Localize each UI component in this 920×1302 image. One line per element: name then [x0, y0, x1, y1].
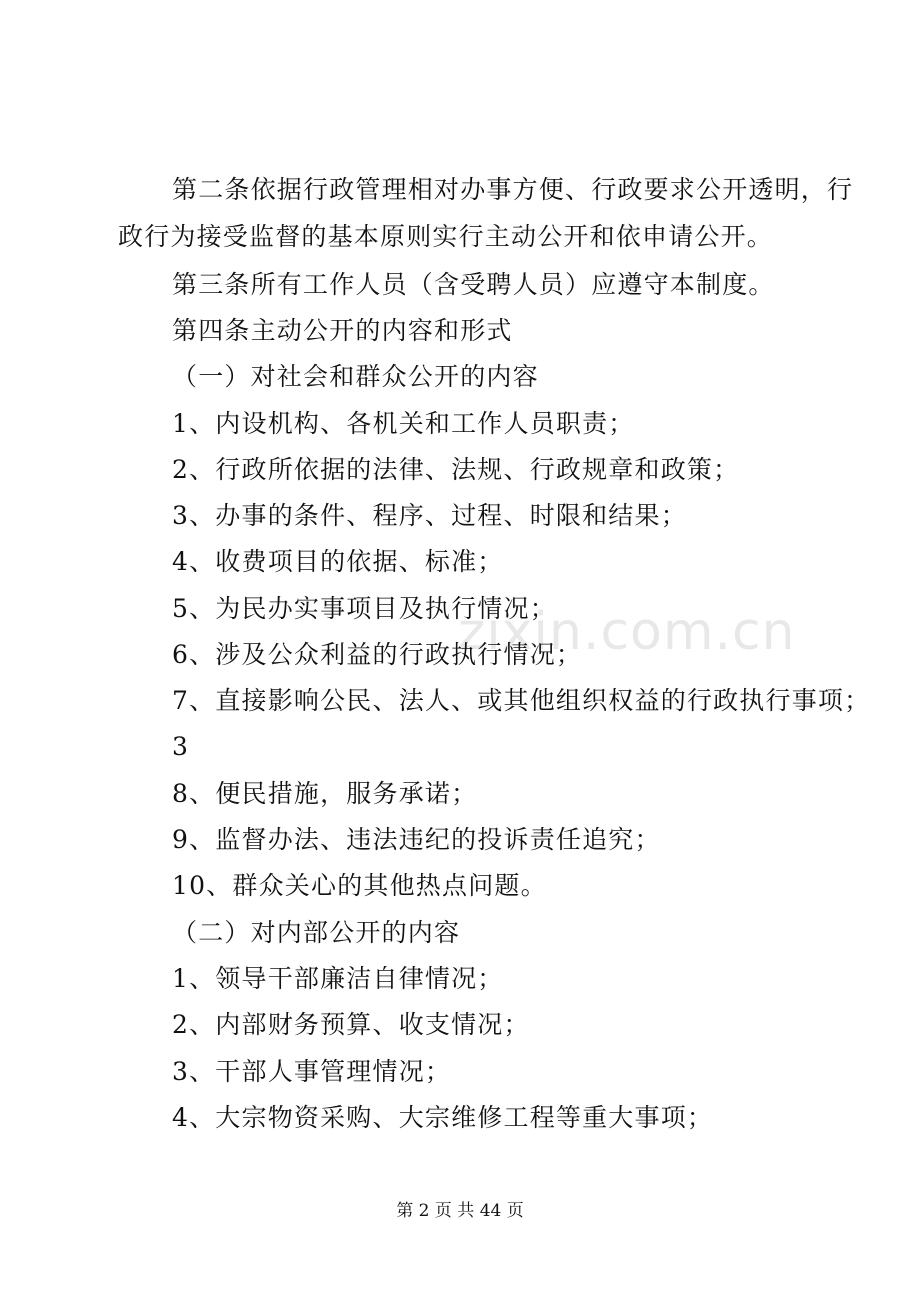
- list-item: 8、便民措施，服务承诺；: [172, 779, 478, 808]
- paragraph-line: 第四条主动公开的内容和形式: [172, 316, 513, 345]
- list-item: 3、办事的条件、程序、过程、时限和结果；: [172, 501, 687, 530]
- paragraph-line: 第三条所有工作人员（含受聘人员）应遵守本制度。: [172, 270, 775, 299]
- list-item: 2、行政所依据的法律、法规、行政规章和政策；: [172, 455, 740, 484]
- list-item: 6、涉及公众利益的行政执行情况；: [172, 640, 583, 669]
- list-item: 9、监督办法、违法违纪的投诉责任追究；: [172, 825, 661, 854]
- list-item: 10、群众关心的其他热点问题。: [172, 871, 547, 900]
- page-footer: [0, 1199, 920, 1223]
- list-item: 4、收费项目的依据、标准；: [172, 547, 504, 576]
- list-item: 4、大宗物资采购、大宗维修工程等重大事项；: [172, 1103, 714, 1132]
- section-heading: （二）对内部公开的内容: [172, 918, 461, 947]
- list-item: 1、内设机构、各机关和工作人员职责；: [172, 409, 635, 438]
- watermark: zixin.com.cn: [458, 602, 796, 662]
- list-item: 5、为民办实事项目及执行情况；: [172, 594, 556, 623]
- list-item: 2、内部财务预算、收支情况；: [172, 1010, 530, 1039]
- list-item: 1、领导干部廉洁自律情况；: [172, 964, 504, 993]
- stray-number: 3: [172, 732, 190, 761]
- list-item: 7、直接影响公民、法人、或其他组织权益的行政执行事项；: [172, 686, 871, 715]
- section-heading: （一）对社会和群众公开的内容: [172, 362, 539, 391]
- list-item: 3、干部人事管理情况；: [172, 1057, 452, 1086]
- paragraph-line: 第二条依据行政管理相对办事方便、行政要求公开透明，行: [172, 175, 854, 204]
- page-number: 第 2 页 共 44 页: [396, 1201, 524, 1221]
- paragraph-line: 政行为接受监督的基本原则实行主动公开和依申请公开。: [118, 222, 774, 251]
